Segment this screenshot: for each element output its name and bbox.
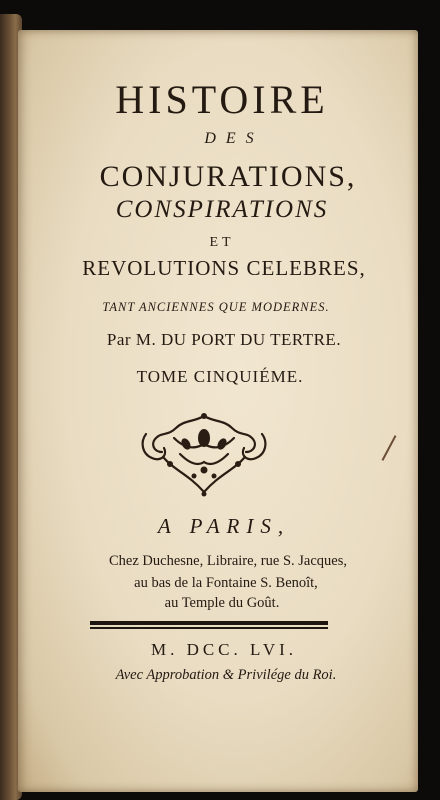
author-line: Par M. DU PORT DU TERTRE. bbox=[106, 330, 342, 349]
volume-line: TOME CINQUIÉME. bbox=[136, 367, 304, 386]
title-line-conjurations: CONJURATIONS, bbox=[99, 160, 357, 193]
imprint-privilege: Avec Approbation & Privilége du Roi. bbox=[115, 667, 337, 683]
imprint-date: M. DCC. LVI. bbox=[150, 640, 298, 659]
title-line-histoire: HISTOIRE bbox=[115, 77, 329, 122]
imprint-publisher-line1: Chez Duchesne, Libraire, rue S. Jacques, bbox=[109, 553, 347, 569]
imprint-publisher-line2: au bas de la Fontaine S. Benoît, bbox=[134, 575, 318, 591]
imprint-publisher-line3: au Temple du Goût. bbox=[164, 595, 280, 611]
imprint-city: A PARIS, bbox=[157, 514, 291, 538]
double-rule-thick bbox=[90, 621, 328, 625]
double-rule-thin bbox=[90, 627, 328, 629]
title-line-et: ET bbox=[209, 235, 235, 250]
floral-vignette-ornament-icon bbox=[134, 408, 274, 500]
title-line-revolutions: REVOLUTIONS CELEBRES, bbox=[82, 256, 366, 280]
title-line-des: DES bbox=[204, 130, 264, 147]
title-line-conspirations: CONSPIRATIONS bbox=[115, 196, 329, 223]
title-line-tant-anciennes: TANT ANCIENNES QUE MODERNES. bbox=[102, 300, 330, 314]
